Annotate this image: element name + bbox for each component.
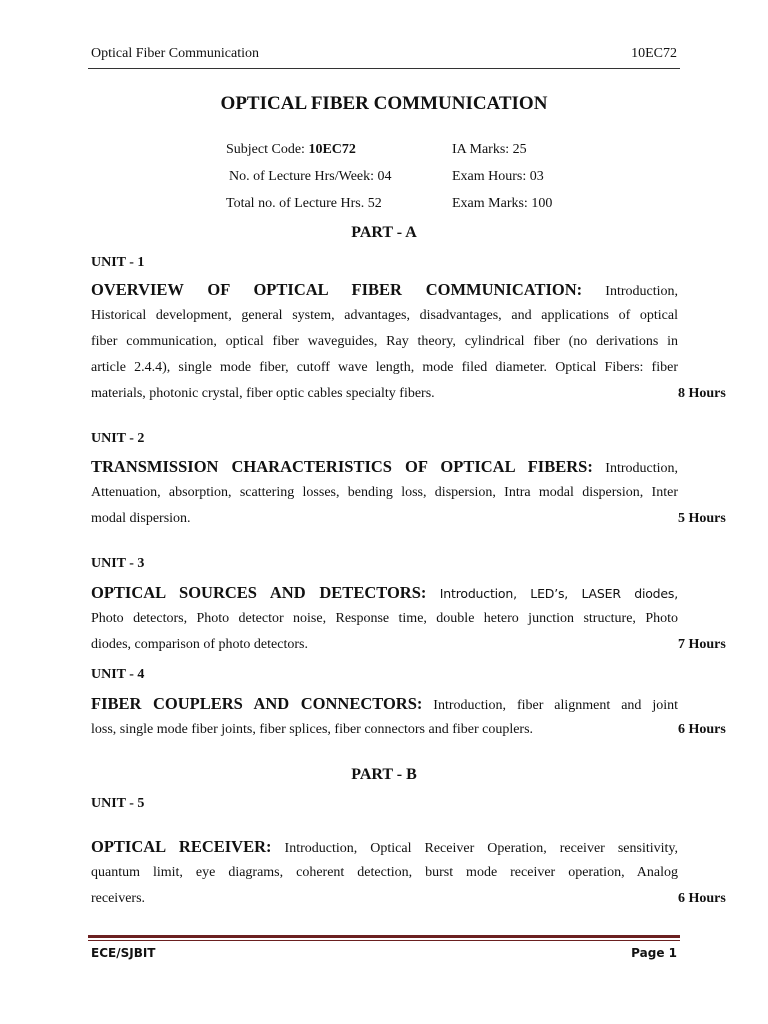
lecture-hrs-week: No. of Lecture Hrs/Week: 04 (229, 169, 392, 184)
footer-department: ECE/SJBIT (91, 946, 156, 960)
page-number: Page 1 (631, 946, 677, 960)
exam-marks: Exam Marks: 100 (452, 196, 553, 211)
unit-1-text-1: Introduction, (582, 284, 678, 299)
page-footer (91, 946, 677, 962)
ia-marks: IA Marks: 25 (452, 142, 527, 157)
unit-5-heading: OPTICAL RECEIVER: (91, 837, 272, 856)
subject-code (226, 142, 356, 158)
unit-4-heading: FIBER COUPLERS AND CONNECTORS: (91, 694, 423, 713)
unit-2-content (91, 454, 726, 532)
unit-2-text-1: Introduction, (592, 461, 678, 476)
unit-4-line-1 (91, 691, 678, 717)
unit-2-line-2: Attenuation, absorption, scattering losses, bending loss, dispersion, Intra modal dispersion, Inter (91, 485, 678, 500)
unit-1-label: UNIT - 1 (91, 255, 145, 270)
unit-5-label: UNIT - 5 (91, 796, 145, 811)
unit-2-line-1 (91, 454, 678, 480)
unit-1-line-4: article 2.4.4), single mode fiber, cutoff wave length, mode filed diameter. Optical Fibers: fiber (91, 360, 678, 375)
unit-1-hours: 8 Hours (678, 386, 726, 401)
document-title: OPTICAL FIBER COMMUNICATION (220, 93, 548, 114)
unit-4-content (91, 691, 726, 743)
unit-2-line-3: modal dispersion. (91, 511, 191, 526)
unit-4-hours: 6 Hours (678, 722, 726, 737)
unit-3-label: UNIT - 3 (91, 556, 145, 571)
unit-3-heading: OPTICAL SOURCES AND DETECTORS: (91, 583, 427, 602)
exam-hours: Exam Hours: 03 (452, 169, 544, 184)
header-divider (88, 68, 680, 69)
part-a-heading: PART - A (351, 224, 417, 241)
unit-2-heading: TRANSMISSION CHARACTERISTICS OF OPTICAL FIBERS: (91, 457, 593, 476)
unit-2-label: UNIT - 2 (91, 431, 145, 446)
subject-code-label: Subject Code: (226, 142, 309, 157)
total-lecture-hrs: Total no. of Lecture Hrs. 52 (226, 196, 382, 211)
unit-3-content (91, 580, 726, 658)
header-course-code: 10EC72 (631, 46, 677, 61)
unit-5-line-3: receivers. (91, 891, 146, 906)
unit-3-line-2: Photo detectors, Photo detector noise, Response time, double hetero junction structure, Photo (91, 611, 678, 626)
unit-2-hours: 5 Hours (678, 511, 726, 526)
footer-divider-thin (88, 940, 680, 941)
unit-1-heading: OVERVIEW OF OPTICAL FIBER COMMUNICATION: (91, 280, 583, 299)
unit-3-text-1: Introduction, LED’s, LASER diodes, (426, 586, 678, 601)
page-header (91, 46, 677, 64)
footer-divider-thick (88, 935, 680, 938)
part-b-heading: PART - B (351, 766, 417, 783)
unit-3-line-1 (91, 580, 678, 606)
unit-5-text-1: Introduction, Optical Receiver Operation, receiver sensitivity, (271, 841, 678, 856)
unit-5-line-2: quantum limit, eye diagrams, coherent detection, burst mode receiver operation, Analog (91, 865, 678, 880)
unit-3-line-3: diodes, comparison of photo detectors. (91, 637, 308, 652)
subject-code-value: 10EC72 (308, 142, 356, 157)
unit-4-line-2: loss, single mode fiber joints, fiber splices, fiber connectors and fiber couplers. (91, 722, 534, 737)
unit-1-line-2: Historical development, general system, advantages, disadvantages, and applications of optical (91, 308, 678, 323)
unit-4-label: UNIT - 4 (91, 667, 145, 682)
unit-4-text-1: Introduction, fiber alignment and joint (422, 698, 678, 713)
header-course-title: Optical Fiber Communication (91, 46, 259, 61)
unit-5-hours: 6 Hours (678, 891, 726, 906)
unit-3-hours: 7 Hours (678, 637, 726, 652)
unit-5-line-1 (91, 834, 678, 860)
unit-5-content (91, 834, 726, 912)
unit-1-line-5: materials, photonic crystal, fiber optic cables specialty fibers. (91, 386, 435, 401)
unit-1-content (91, 277, 726, 407)
unit-1-line-3: fiber communication, optical fiber waveguides, Ray theory, cylindrical fiber (no derivations in (91, 334, 678, 349)
unit-1-line-1 (91, 277, 678, 303)
